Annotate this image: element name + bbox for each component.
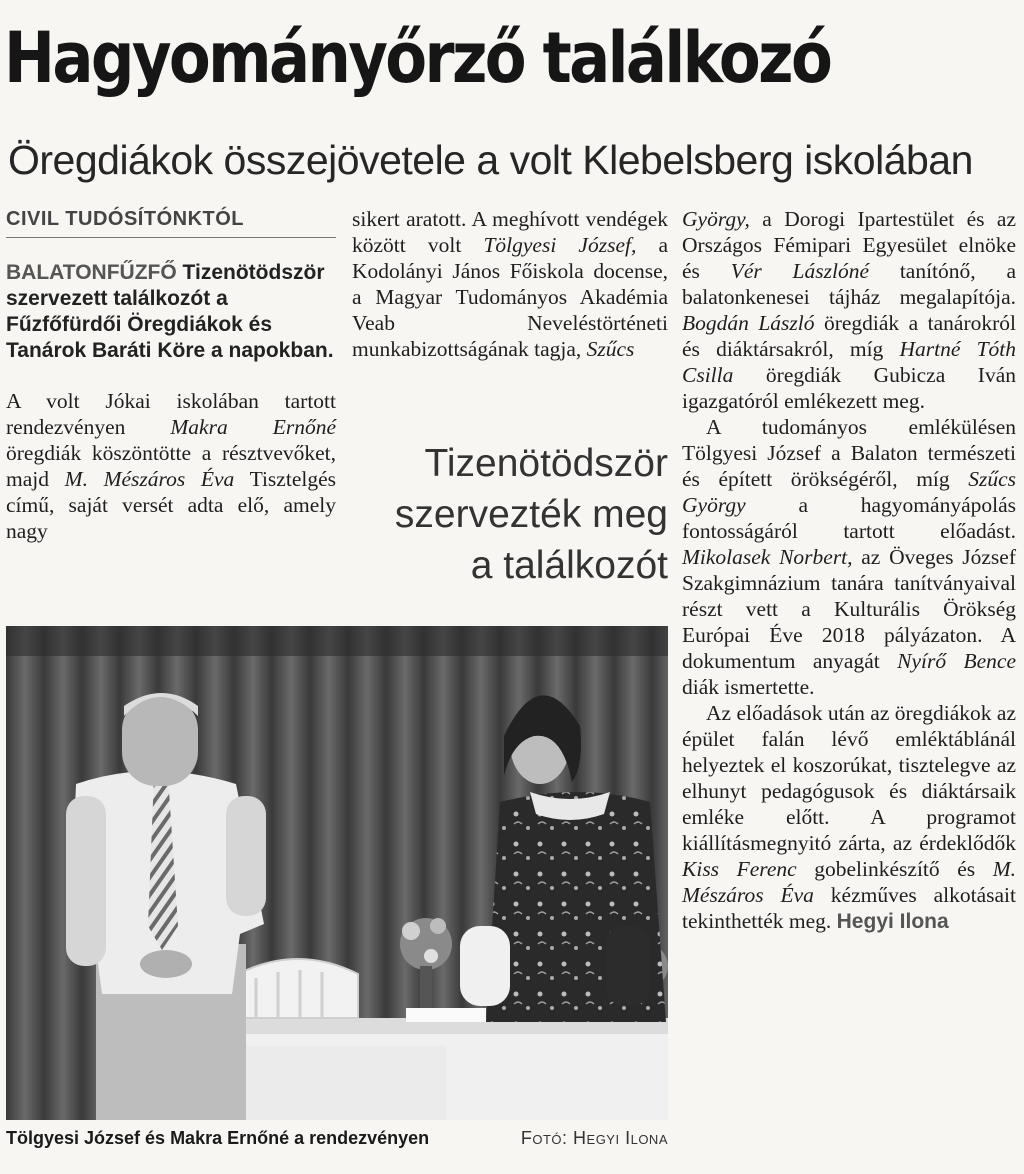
- headline: Hagyományőrző találkozó: [4, 17, 831, 99]
- body-paragraph-2: [352, 206, 668, 362]
- photo-credit: Fotó: Hegyi Ilona: [520, 1128, 668, 1148]
- person-name: Mikolasek Norbert,: [682, 545, 853, 569]
- person-name: Szűcs György: [682, 467, 1016, 517]
- person-name: Hartné Tóth Csilla: [682, 337, 1016, 387]
- person-name: Kiss Ferenc: [682, 857, 797, 881]
- person-name: Makra Ernőné: [170, 415, 336, 439]
- body-paragraph-1: [6, 388, 336, 544]
- pull-quote-line: szervezték meg: [394, 493, 668, 536]
- kicker: CIVIL TUDÓSÍTÓNKTÓL: [6, 208, 336, 238]
- pull-quote-line: a találkozót: [470, 544, 668, 587]
- subheadline: Öregdiákok összejövetele a volt Klebelsberg iskolában: [8, 137, 973, 183]
- person-name: Bogdán László: [682, 311, 815, 335]
- body-text: a Kodolányi János Főiskola docense, a Magyar Tudományos Akadémia Veab Neveléstörténeti munkabizottságának tagja,: [352, 233, 669, 361]
- person-name: Szűcs: [586, 337, 635, 361]
- body-text: Az előadások után az öregdiákok az épület falán lévő emléktáblánál helyeztek el koszorúkat, tisztelegve az elhunyt pedagógusok és diáktársaik emléke előtt. A programot kiállításmegnyitó zárta, az érdeklődők: [682, 701, 1016, 855]
- body-text: A volt Jókai iskolában tartott rendezvényen: [6, 389, 336, 439]
- person-name: Tölgyesi József,: [483, 233, 637, 257]
- article-column-1: [6, 206, 336, 544]
- lead-paragraph: [6, 260, 336, 364]
- body-text: A tudományos emlékülésen Tölgyesi József a Balaton természeti és épített örökségéről, míg: [682, 415, 1016, 491]
- dateline-location: BALATONFŰZFŐ: [6, 261, 177, 284]
- article-column-2: [352, 206, 668, 362]
- body-paragraph-4: [682, 414, 1016, 700]
- event-photo: [6, 626, 668, 1120]
- person-name: Vér Lászlóné: [730, 259, 870, 283]
- lead-text: Tizenötödször szervezett találkozót a Fűzfőfürdői Öregdiákok és Tanárok Baráti Köre a napokban.: [6, 261, 334, 362]
- body-text: gobelinkészítő és: [796, 857, 993, 881]
- body-text: öregdiák a tanárokról és diáktársakról, míg: [682, 311, 1016, 361]
- person-name: M. Mészáros Éva: [682, 857, 1016, 907]
- event-photo-illustration: [6, 626, 668, 1120]
- author-byline: Hegyi Ilona: [836, 910, 949, 933]
- article-column-3: [682, 206, 1016, 935]
- body-text: öregdiák köszöntötte a résztvevőket, majd: [6, 441, 336, 491]
- pull-quote: [352, 438, 668, 591]
- body-paragraph-3: [682, 206, 1016, 414]
- body-text: a Dorogi Ipartestület és az Országos Fémipari Egyesület elnöke és: [682, 207, 1016, 283]
- body-text: diák ismertette.: [682, 675, 815, 699]
- body-text: a hagyományápolás fontosságáról tartott előadást.: [682, 493, 1016, 543]
- body-paragraph-5: [682, 700, 1016, 935]
- body-text: az Öveges József Szakgimnázium tanára tanítványaival részt vett a Kulturális Örökség Európai Éve 2018 pályázaton. A dokumentum anyagát: [682, 545, 1016, 673]
- body-text: sikert aratott. A meghívott vendégek között volt: [352, 207, 668, 257]
- person-name: Nyírő Bence: [897, 649, 1016, 673]
- body-text: öregdiák Gubicza Iván igazgatóról emlékezett meg.: [682, 363, 1016, 413]
- photo-caption-text: Tölgyesi József és Makra Ernőné a rendezvényen: [6, 1128, 430, 1148]
- photo-caption: [6, 1128, 668, 1149]
- pull-quote-line: Tizenötödször: [424, 442, 668, 485]
- body-text: kézműves alkotásait tekinthették meg.: [682, 883, 1016, 933]
- person-name: M. Mészáros Éva: [64, 467, 235, 491]
- body-text: Tisztelgés című, saját versét adta elő, amely nagy: [6, 467, 336, 543]
- body-text: tanítónő, a balatonkenesei tájház megalapítója.: [682, 259, 1016, 309]
- person-name: György,: [682, 207, 750, 231]
